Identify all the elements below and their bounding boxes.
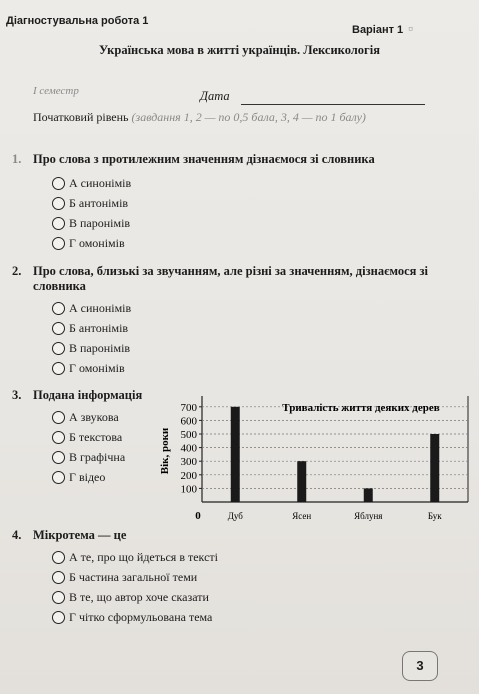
q2-option-b[interactable] bbox=[52, 321, 128, 336]
q4-option-b[interactable] bbox=[52, 570, 197, 585]
q1-option-c[interactable] bbox=[52, 216, 130, 231]
bar-1 bbox=[231, 407, 240, 502]
x-tick-label: Дуб bbox=[227, 511, 243, 521]
page-number: 3 bbox=[402, 651, 438, 681]
y-tick-label: 300 bbox=[180, 456, 197, 469]
q4-option-a[interactable] bbox=[52, 550, 218, 565]
x-tick-label: Яблуня bbox=[354, 511, 383, 521]
q1-option-a[interactable] bbox=[52, 176, 131, 191]
option-label: А синонімів bbox=[69, 176, 132, 190]
x-tick-label: Бук bbox=[427, 511, 442, 521]
answer-circle[interactable] bbox=[52, 571, 65, 584]
q3-option-d[interactable] bbox=[52, 470, 105, 485]
bar-3 bbox=[364, 488, 373, 502]
bar-2 bbox=[297, 461, 306, 502]
option-label: Б частина загальної теми bbox=[69, 570, 198, 584]
bar-4 bbox=[430, 434, 439, 502]
answer-circle[interactable] bbox=[52, 431, 65, 444]
question-text: Мікротема — це bbox=[33, 528, 127, 542]
q2-option-c[interactable] bbox=[52, 341, 130, 356]
q3-option-b[interactable] bbox=[52, 430, 122, 445]
q4-option-d[interactable] bbox=[52, 610, 212, 625]
option-label: А те, про що йдеться в тексті bbox=[69, 550, 218, 564]
question-number: 3. bbox=[12, 388, 22, 402]
semester-label: І семестр bbox=[33, 85, 79, 97]
question-number: 1. bbox=[12, 152, 22, 166]
origin-label: 0 bbox=[195, 510, 201, 522]
option-label: Г чітко сформульована тема bbox=[69, 610, 213, 624]
date-field[interactable] bbox=[241, 104, 425, 105]
y-tick-label: 700 bbox=[180, 401, 197, 414]
y-tick-label: 600 bbox=[180, 415, 197, 428]
option-label: Б антонімів bbox=[69, 196, 129, 210]
y-axis-label: Вік, роки bbox=[159, 427, 171, 475]
q2-option-a[interactable] bbox=[52, 301, 131, 316]
q3-option-a[interactable] bbox=[52, 410, 119, 425]
y-tick-label: 500 bbox=[180, 429, 197, 441]
question-text: Подана інформація bbox=[33, 388, 143, 402]
answer-circle[interactable] bbox=[52, 342, 65, 355]
q2-option-d[interactable] bbox=[52, 361, 125, 376]
level-description bbox=[33, 110, 443, 125]
question-text: Про слова, близькі за звучанням, але різні за значенням, дізнаємося зі словника bbox=[33, 264, 429, 293]
y-tick-label: 100 bbox=[180, 483, 197, 496]
y-tick-label: 400 bbox=[180, 442, 197, 455]
corner-mark: ▫ bbox=[408, 20, 413, 36]
answer-circle[interactable] bbox=[52, 611, 65, 624]
question-number: 4. bbox=[12, 528, 22, 542]
option-label: В те, що автор хоче сказати bbox=[69, 590, 209, 604]
q1-option-d[interactable] bbox=[52, 236, 125, 251]
level-title: Початковий рівень bbox=[33, 110, 132, 124]
answer-circle[interactable] bbox=[52, 551, 65, 564]
option-label: Б текстова bbox=[69, 430, 123, 444]
option-label: Г відео bbox=[69, 470, 106, 484]
chart-title: Тривалість життя деяких дерев bbox=[282, 402, 440, 414]
q1-option-b[interactable] bbox=[52, 196, 128, 211]
answer-circle[interactable] bbox=[52, 471, 65, 484]
q4-option-c[interactable] bbox=[52, 590, 209, 605]
answer-circle[interactable] bbox=[52, 237, 65, 250]
answer-circle[interactable] bbox=[52, 197, 65, 210]
answer-circle[interactable] bbox=[52, 362, 65, 375]
variant-label: Варіант 1 bbox=[352, 24, 404, 36]
question-text: Про слова з протилежним значенням дізнаємося зі словника bbox=[33, 152, 375, 166]
option-label: А звукова bbox=[69, 410, 119, 424]
option-label: Г омонімів bbox=[69, 236, 125, 250]
option-label: В паронімів bbox=[69, 341, 131, 355]
question-number: 2. bbox=[12, 264, 22, 278]
tree-lifespan-chart bbox=[156, 390, 476, 530]
level-note: (завдання 1, 2 — по 0,5 бала, 3, 4 — по 1 балу) bbox=[131, 110, 366, 124]
y-tick-label: 200 bbox=[180, 469, 197, 482]
answer-circle[interactable] bbox=[52, 411, 65, 424]
option-label: А синонімів bbox=[69, 301, 132, 315]
answer-circle[interactable] bbox=[52, 302, 65, 315]
page-title: Українська мова в житті українців. Лексикологія bbox=[99, 43, 380, 57]
date-label: Дата bbox=[200, 89, 230, 103]
x-tick-label: Ясен bbox=[292, 511, 312, 521]
option-label: В графічна bbox=[69, 450, 126, 464]
answer-circle[interactable] bbox=[52, 322, 65, 335]
answer-circle[interactable] bbox=[52, 591, 65, 604]
answer-circle[interactable] bbox=[52, 451, 65, 464]
option-label: В паронімів bbox=[69, 216, 131, 230]
worksheet-header: Діагностувальна робота 1 bbox=[6, 15, 149, 27]
q3-option-c[interactable] bbox=[52, 450, 125, 465]
answer-circle[interactable] bbox=[52, 177, 65, 190]
option-label: Б антонімів bbox=[69, 321, 129, 335]
option-label: Г омонімів bbox=[69, 361, 125, 375]
answer-circle[interactable] bbox=[52, 217, 65, 230]
